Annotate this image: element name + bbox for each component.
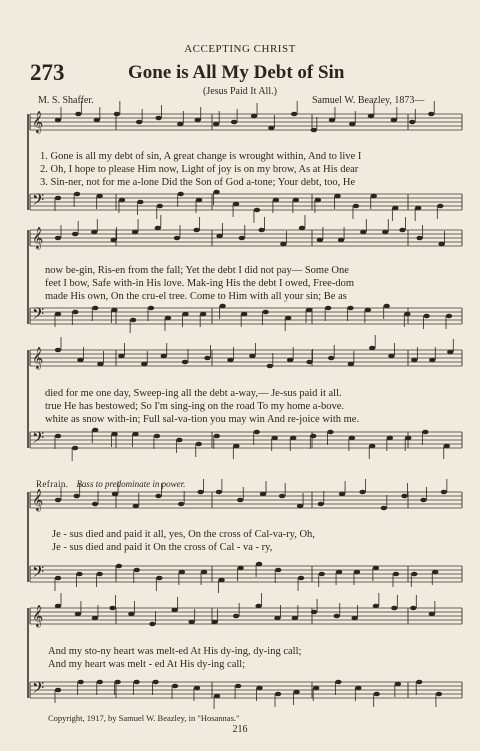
verse-line: 3. Sin-ner, not for me a-lone Did the Son of God a-tone; Your debt, too, He — [40, 177, 356, 188]
refrain-line: And my sto-ny heart was melt-ed At His dy-ing, dy-ing call; — [48, 646, 302, 657]
svg-text:𝄞: 𝄞 — [32, 227, 44, 249]
svg-text:𝄢: 𝄢 — [32, 191, 45, 213]
svg-text:𝄢: 𝄢 — [32, 429, 45, 451]
hymn-title: Gone is All My Debt of Sin — [128, 62, 345, 83]
svg-text:𝄞: 𝄞 — [32, 489, 44, 511]
verse-line: feet I bow, Safe with-in His love. Mak-ing His the debt I owed, Free-dom — [45, 278, 354, 289]
section-title: ACCEPTING CHRIST — [184, 43, 296, 55]
svg-text:𝄢: 𝄢 — [32, 305, 45, 327]
composer-credit: M. S. Shaffer. — [38, 95, 94, 106]
svg-text:𝄢: 𝄢 — [32, 563, 45, 585]
verse-line: now be-gin, Ris-en from the fall; Yet the debt I did not pay— Some One — [45, 265, 349, 276]
verse-line: made His own, On the cru-el tree. Come to Him with all your sin; Be as — [45, 291, 347, 302]
svg-text:𝄞: 𝄞 — [32, 347, 44, 369]
verse-line: 1. Gone is all my debt of sin, A great change is wrought within, And to live I — [40, 151, 362, 162]
refrain-line: Je - sus died and paid it all, yes, On the cross of Cal-va-ry, Oh, — [52, 529, 315, 540]
hymn-subtitle: (Jesus Paid It All.) — [203, 86, 277, 97]
verse-line: true He has bestowed; So I'm sing-ing on the road To my home a-bove. — [45, 401, 344, 412]
svg-text:𝄞: 𝄞 — [32, 605, 44, 627]
refrain-label: Refrain. — [36, 479, 69, 489]
verse-line: 2. Oh, I hope to please Him now, Light of joy is on my brow, As at His dear — [40, 164, 359, 175]
lyricist-credit: Samuel W. Beazley, 1873— — [312, 95, 425, 106]
svg-text:𝄞: 𝄞 — [32, 111, 44, 133]
copyright-notice: Copyright, 1917, by Samuel W. Beazley, in "Hosannas." — [48, 713, 240, 723]
refrain-line: And my heart was melt - ed At His dy-ing call; — [48, 659, 246, 670]
hymn-number: 273 — [30, 60, 65, 85]
refrain-instruction: Bass to predominate in power. — [76, 479, 186, 489]
svg-text:𝄢: 𝄢 — [32, 679, 45, 701]
page-number: 216 — [232, 724, 248, 735]
refrain-heading — [36, 479, 185, 489]
verse-line: died for me one day, Sweep-ing all the debt a-way,— Je-sus paid it all. — [45, 388, 342, 399]
refrain-line: Je - sus died and paid it On the cross of Cal - va - ry, — [52, 542, 273, 553]
verse-line: white as snow with-in; Full sal-va-tion you may win And re-joice with me. — [45, 414, 360, 425]
